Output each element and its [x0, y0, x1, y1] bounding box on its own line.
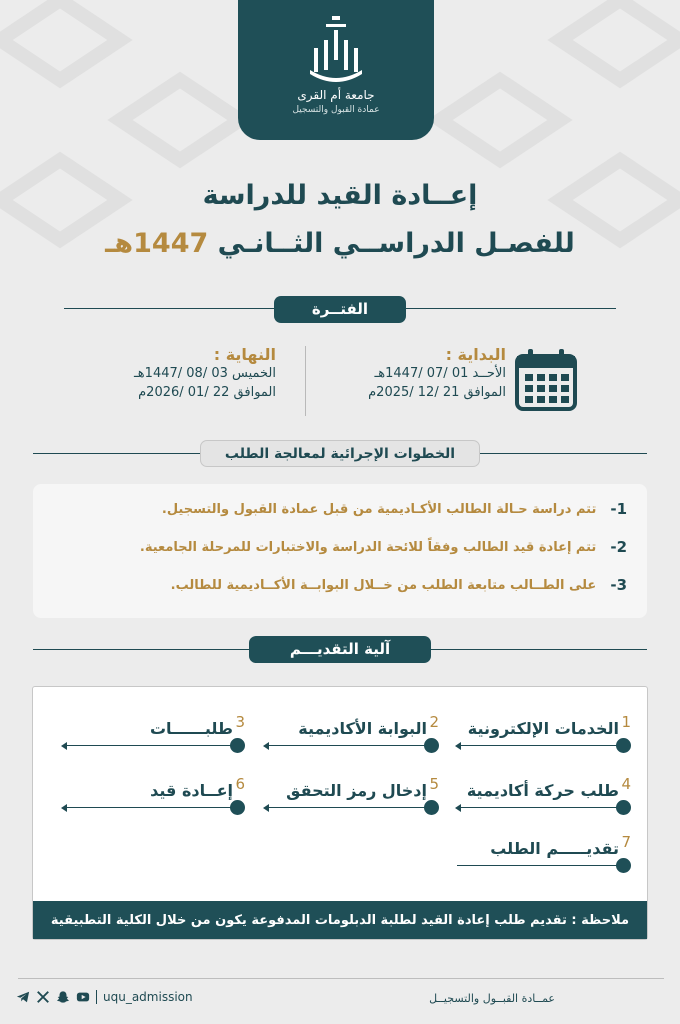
step-number: 1-	[610, 500, 627, 518]
apply-step	[263, 775, 439, 811]
apply-step-number: 4	[621, 775, 631, 793]
bullet-dot	[616, 858, 631, 873]
page-title: إعــادة القيد للدراسة	[202, 180, 478, 211]
department-name: عمادة القبول والتسجيل	[292, 105, 380, 115]
apply-step	[61, 713, 245, 749]
apply-step-label: تقديـــــم الطلب	[490, 839, 619, 858]
x-icon[interactable]	[36, 990, 50, 1004]
university-emblem-icon	[304, 14, 368, 84]
step-text: على الطــالب متابعة الطلب من خــلال البوابــة الأكــاديمية للطالب.	[170, 577, 597, 593]
arrow-icon	[61, 804, 67, 812]
end-date-block	[134, 345, 276, 402]
apply-step	[455, 833, 631, 869]
bullet-dot	[424, 738, 439, 753]
footer-separator	[96, 990, 97, 1004]
apply-step	[263, 713, 439, 749]
social-handle[interactable]: uqu_admission	[103, 990, 193, 1004]
apply-label: آلية التقديـــم	[249, 636, 431, 663]
step-number: 2-	[610, 538, 627, 556]
procedure-step	[171, 576, 627, 594]
youtube-icon[interactable]	[76, 990, 90, 1004]
apply-step	[455, 775, 631, 811]
step-text: تتم دراسة حـالة الطالب الأكـاديمية من قبل عمادة القبول والتسجيل.	[161, 501, 597, 517]
step-text: تتم إعادة قيد الطالب وفقاً للائحة الدراسة والاختبارات للمرحلة الجامعية.	[139, 539, 597, 555]
step-number: 3-	[610, 576, 627, 594]
apply-step-label: البوابة الأكاديمية	[298, 719, 427, 738]
social-links	[16, 990, 193, 1004]
start-hijri-date: الأحــد 01 /07 /1447هـ	[374, 366, 506, 381]
note-bar: ملاحظة : تقديم طلب إعادة القيد لطلبة الدبلومات المدفوعة يكون من خلال الكلية التطبيقية	[33, 901, 647, 939]
snapchat-icon[interactable]	[56, 990, 70, 1004]
subtitle-text: للفصـل الدراســي الثــانـي	[208, 228, 575, 259]
calendar-icon	[514, 348, 578, 412]
period-label: الفتــرة	[274, 296, 406, 323]
university-name: جامعة أم القرى	[297, 88, 375, 102]
apply-step	[61, 775, 245, 811]
apply-step	[455, 713, 631, 749]
page-subtitle	[0, 228, 680, 259]
bullet-dot	[230, 800, 245, 815]
university-logo	[238, 0, 434, 140]
apply-step-label: الخدمات الإلكترونية	[467, 719, 619, 738]
end-gregorian-date: الموافق 22 /01 /2026م	[138, 385, 276, 400]
arrow-icon	[263, 804, 269, 812]
apply-step-label: طلب حركة أكاديمية	[466, 781, 619, 800]
procedures-label: الخطوات الإجرائية لمعالجة الطلب	[200, 440, 480, 467]
bullet-dot	[616, 738, 631, 753]
procedures-box	[33, 484, 647, 618]
arrow-icon	[455, 742, 461, 750]
start-label: البداية :	[445, 345, 506, 364]
apply-step-number: 3	[235, 713, 245, 731]
arrow-icon	[263, 742, 269, 750]
bullet-dot	[424, 800, 439, 815]
apply-step-label: إدخال رمز التحقق	[286, 781, 427, 800]
telegram-icon[interactable]	[16, 990, 30, 1004]
end-hijri-date: الخميس 03 /08 /1447هـ	[134, 366, 276, 381]
apply-step-label: إعــادة قيد	[150, 781, 233, 800]
footer-department: عمــادة القبــول والتسجيــل	[429, 992, 555, 1005]
bullet-dot	[616, 800, 631, 815]
end-label: النهاية :	[213, 345, 276, 364]
apply-step-number: 5	[429, 775, 439, 793]
start-gregorian-date: الموافق 21 /12 /2025م	[368, 385, 506, 400]
apply-step-number: 7	[621, 833, 631, 851]
start-date-block	[368, 345, 506, 402]
footer-divider	[18, 978, 664, 979]
arrow-icon	[61, 742, 67, 750]
apply-step-number: 6	[235, 775, 245, 793]
apply-box	[32, 686, 648, 940]
subtitle-year: 1447هـ	[105, 228, 209, 259]
arrow-icon	[455, 804, 461, 812]
procedure-step	[140, 538, 627, 556]
apply-step-label: طلبــــــات	[149, 719, 233, 738]
bullet-dot	[230, 738, 245, 753]
procedure-step	[162, 500, 627, 518]
apply-step-number: 2	[429, 713, 439, 731]
apply-step-number: 1	[621, 713, 631, 731]
period-divider	[305, 346, 306, 416]
